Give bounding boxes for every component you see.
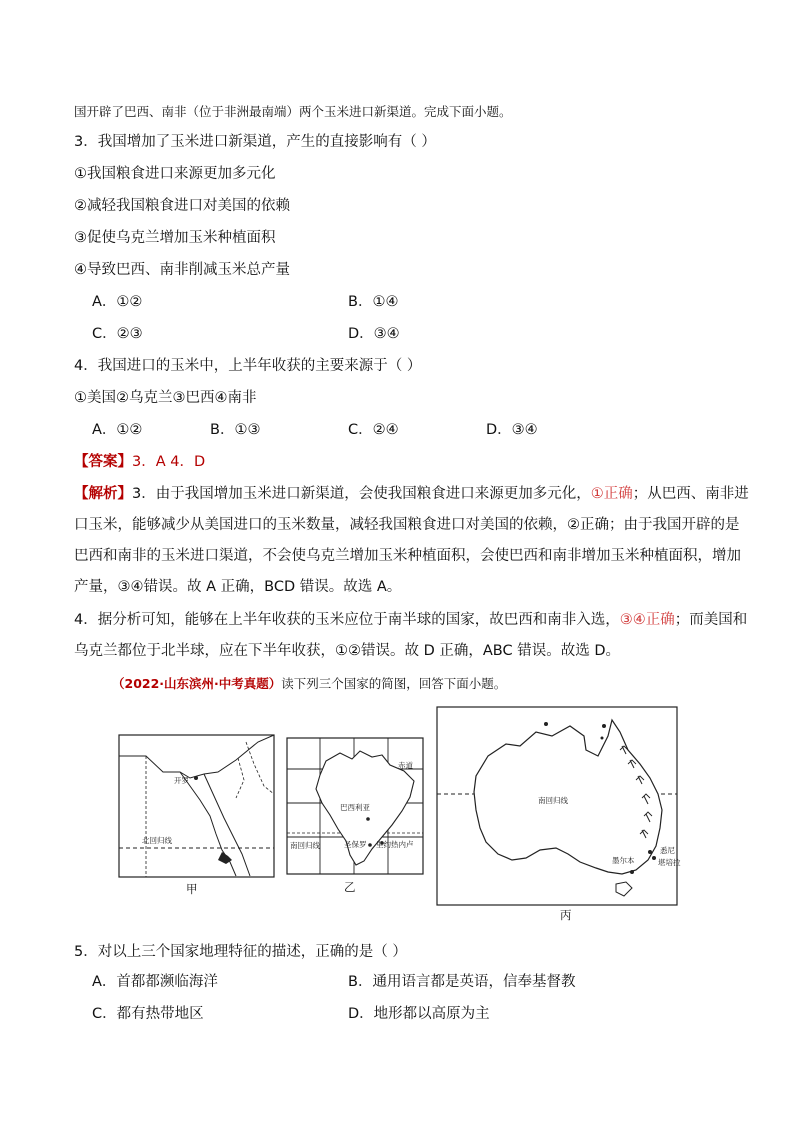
q3-item-2: ②减轻我国粮食进口对美国的依赖: [74, 198, 290, 214]
map-bing-caption: 丙: [560, 908, 572, 922]
q3-item-1: ①我国粮食进口来源更加多元化: [74, 166, 276, 182]
analysis-highlight-2: ③④正确: [619, 612, 675, 628]
map-bing-city1-label: 墨尔本: [612, 856, 635, 865]
q5-option-c[interactable]: C．都有热带地区: [92, 1006, 204, 1022]
analysis-line-1: [74, 484, 749, 504]
map-bing-line-label: 南回归线: [538, 796, 568, 805]
map-jia: [118, 734, 275, 878]
q4-stem: 4．我国进口的玉米中，上半年收获的主要来源于（ ）: [74, 358, 422, 374]
map-yi-city2-label: 里约热内卢: [376, 840, 414, 849]
map-yi-equator-label: 赤道: [398, 761, 413, 770]
q3-option-d[interactable]: D．③④: [348, 326, 400, 342]
q4-option-d[interactable]: D．③④: [486, 422, 538, 438]
source-tag: （2022·山东滨州·中考真题）: [112, 676, 282, 691]
answer-tag: 【答案】: [74, 454, 132, 470]
analysis-line-3: 巴西和南非的玉米进口渠道，不会使乌克兰增加玉米种植面积，会使巴西和南非增加玉米种植面积，增加: [74, 548, 741, 564]
answer-text: 3．A 4．D: [132, 454, 206, 470]
map-bing-city2a-label: 悉尼: [660, 846, 675, 855]
q5-option-b[interactable]: B．通用语言都是英语，信奉基督教: [348, 974, 576, 990]
q3-item-3: ③促使乌克兰增加玉米种植面积: [74, 230, 276, 246]
analysis-line-4: 产量，③④错误。故 A 正确，BCD 错误。故选 A。: [74, 579, 402, 595]
q3-option-c[interactable]: C．②③: [92, 326, 143, 342]
map-yi-line-label: 南回归线: [290, 841, 320, 850]
analysis-text-5a: 4．据分析可知，能够在上半年收获的玉米应位于南半球的国家，故巴西和南非入选，: [74, 612, 620, 628]
source-text: 读下列三个国家的简图，回答下面小题。: [281, 676, 507, 691]
source-line: [112, 674, 506, 694]
analysis-line-2: 口玉米，能够减少从美国进口的玉米数量，减轻我国粮食进口对美国的依赖，②正确；由于我国开辟的是: [74, 517, 740, 533]
q3-option-a[interactable]: A．①②: [92, 294, 143, 310]
map-yi: [286, 737, 424, 875]
map-jia-city-label: 开罗: [174, 776, 189, 785]
intro-text: 国开辟了巴西、南非（位于非洲最南端）两个玉米进口新渠道。完成下面小题。: [74, 104, 512, 119]
analysis-line-5: [74, 610, 747, 630]
map-yi-caption: 乙: [344, 880, 356, 894]
map-bing-city2b-label: 堪培拉: [658, 858, 681, 867]
map-yi-city1-label: 圣保罗: [344, 840, 367, 849]
q4-items: ①美国②乌克兰③巴西④南非: [74, 390, 257, 406]
q4-option-b[interactable]: B．①③: [210, 422, 261, 438]
analysis-line-6: 乌克兰都位于北半球，应在下半年收获，①②错误。故 D 正确，ABC 错误。故选 D。: [74, 643, 620, 659]
q5-option-a[interactable]: A．首都都濒临海洋: [92, 974, 218, 990]
q5-option-d[interactable]: D．地形都以高原为主: [348, 1006, 490, 1022]
analysis-text-1c: ；从巴西、南非进: [632, 486, 749, 502]
analysis-text-5c: ；而美国和: [674, 612, 748, 628]
map-bing-drawing: [436, 706, 678, 906]
map-jia-line-label: 北回归线: [142, 836, 172, 845]
analysis-highlight-1: ①正确: [590, 486, 633, 502]
map-yi-capital-label: 巴西利亚: [340, 803, 370, 812]
analysis-tag: 【解析】: [74, 486, 132, 502]
map-jia-caption: 甲: [186, 882, 198, 896]
q3-stem: 3．我国增加了玉米进口新渠道，产生的直接影响有（ ）: [74, 134, 436, 150]
map-bing: [436, 706, 681, 906]
q4-option-c[interactable]: C．②④: [348, 422, 399, 438]
q3-item-4: ④导致巴西、南非削减玉米总产量: [74, 262, 290, 278]
q4-option-a[interactable]: A．①②: [92, 422, 143, 438]
map-jia-drawing: [118, 734, 275, 878]
analysis-text-1a: 3．由于我国增加玉米进口新渠道，会使我国粮食进口来源更加多元化，: [132, 486, 591, 502]
q5-stem: 5．对以上三个国家地理特征的描述，正确的是（ ）: [74, 944, 407, 960]
answer-line: [74, 452, 205, 472]
q3-option-b[interactable]: B．①④: [348, 294, 399, 310]
